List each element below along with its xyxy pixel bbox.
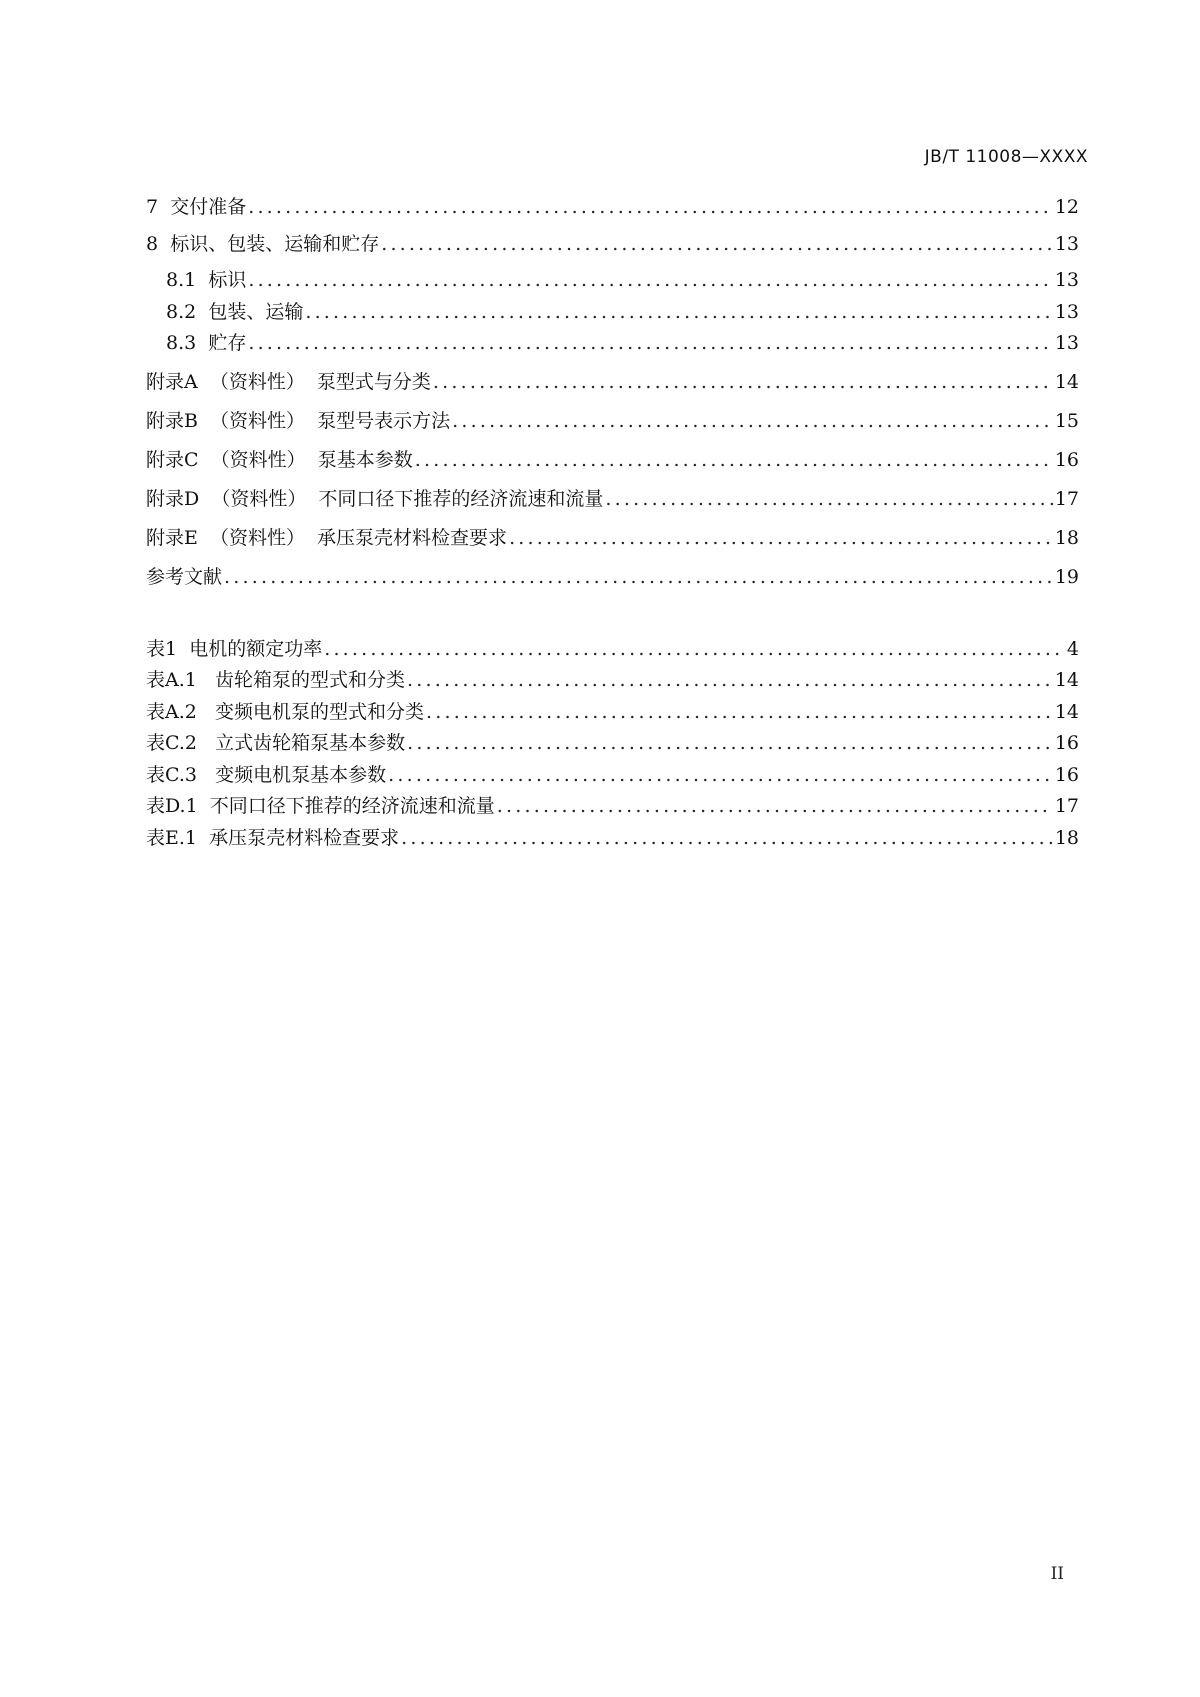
toc-entry-number: 8.3 — [166, 332, 197, 354]
toc-entry-gap — [196, 269, 208, 291]
toc-entry[interactable] — [166, 326, 1079, 354]
dot-leader — [381, 233, 1053, 255]
toc-entry-number: 参考文献 — [146, 566, 223, 588]
toc-entry-page: 17 — [1054, 488, 1079, 510]
toc-entry-gap — [196, 301, 208, 323]
table-index-number: 表E.1 — [146, 827, 197, 849]
toc-entry-page: 16 — [1054, 449, 1079, 471]
toc-entry[interactable] — [166, 295, 1079, 323]
toc-entry-page: 15 — [1054, 410, 1079, 432]
dot-leader — [497, 795, 1053, 817]
table-index-gap — [197, 701, 215, 723]
toc-entry-gap — [158, 196, 170, 218]
table-index-title: 变频电机泵的型式和分类 — [214, 701, 424, 723]
toc-entry-gap: （资料性） — [197, 410, 318, 432]
table-index-number: 表C.2 — [146, 732, 197, 754]
dot-leader — [248, 269, 1052, 291]
table-index-title: 变频电机泵基本参数 — [215, 764, 387, 786]
toc-entry-title: 泵型号表示方法 — [317, 410, 451, 432]
toc-entry-number: 7 — [146, 196, 159, 218]
dot-leader — [407, 732, 1053, 754]
table-index-gap — [177, 638, 189, 660]
toc-entry-page: 14 — [1054, 371, 1079, 393]
table-index-page: 16 — [1054, 764, 1079, 786]
table-index-entry[interactable] — [146, 758, 1079, 786]
toc-entry-gap: （资料性） — [198, 449, 318, 471]
document-code: JB/T 11008—XXXX — [924, 147, 1088, 167]
table-index-title: 不同口径下推荐的经济流速和流量 — [209, 795, 495, 817]
toc-entry-gap: （资料性） — [197, 527, 318, 549]
table-index-gap — [197, 764, 215, 786]
dot-leader — [324, 638, 1065, 660]
toc-entry-number: 附录B — [146, 410, 198, 432]
table-index-title: 电机的额定功率 — [189, 638, 323, 660]
toc-entry-page: 13 — [1054, 269, 1079, 291]
toc-entry-gap: （资料性） — [197, 371, 317, 393]
toc-entry-title: 标识、包装、运输和贮存 — [170, 233, 380, 255]
dot-leader — [401, 827, 1053, 849]
table-index-gap — [197, 669, 215, 691]
dot-leader — [248, 196, 1053, 218]
toc-entry-title: 交付准备 — [170, 196, 247, 218]
toc-entry[interactable] — [146, 404, 1079, 432]
table-index-page: 14 — [1054, 701, 1079, 723]
table-index-entry[interactable] — [146, 789, 1079, 817]
dot-leader — [305, 301, 1052, 323]
table-index-number: 表D.1 — [146, 795, 198, 817]
toc-entry-number: 附录D — [146, 488, 200, 510]
table-index-page: 16 — [1054, 732, 1079, 754]
table-index-title: 承压泵壳材料检查要求 — [209, 827, 400, 849]
table-index-entry[interactable] — [146, 632, 1079, 660]
toc-entry-number: 附录C — [146, 449, 199, 471]
toc-entry-page: 13 — [1054, 332, 1079, 354]
table-index-title: 立式齿轮箱泵基本参数 — [215, 732, 406, 754]
table-index-gap — [197, 732, 215, 754]
table-index-number: 表A.1 — [146, 669, 197, 691]
page-number: II — [1050, 1564, 1064, 1584]
dot-leader — [248, 332, 1052, 354]
toc-entry[interactable] — [146, 443, 1079, 471]
toc-entry-title: 标识 — [208, 269, 247, 291]
toc-entry[interactable] — [146, 365, 1079, 393]
toc-entry[interactable] — [146, 560, 1079, 588]
toc-entry[interactable] — [146, 521, 1079, 549]
dot-leader — [224, 566, 1053, 588]
table-index-entry[interactable] — [146, 663, 1079, 691]
table-index-number: 表1 — [146, 638, 178, 660]
toc-entry-gap: （资料性） — [199, 488, 319, 510]
table-index-entry[interactable] — [146, 821, 1079, 849]
table-index-number: 表A.2 — [146, 701, 197, 723]
table-index-number: 表C.3 — [146, 764, 197, 786]
toc-entry-page: 18 — [1054, 527, 1079, 549]
table-index-entry[interactable] — [146, 695, 1079, 723]
table-index-gap — [198, 795, 210, 817]
table-index-title: 齿轮箱泵的型式和分类 — [214, 669, 405, 691]
toc-entry-gap — [158, 233, 170, 255]
dot-leader — [415, 449, 1053, 471]
toc-entry-page: 13 — [1054, 301, 1079, 323]
table-index-page: 14 — [1054, 669, 1079, 691]
dot-leader — [433, 371, 1053, 393]
toc-entry[interactable] — [146, 190, 1079, 218]
toc-entry-page: 13 — [1054, 233, 1079, 255]
table-index-page: 4 — [1066, 638, 1079, 660]
toc-entry-title: 包装、运输 — [208, 301, 304, 323]
table-index-page: 18 — [1054, 827, 1079, 849]
toc-entry-page: 12 — [1054, 196, 1079, 218]
toc-entry[interactable] — [146, 227, 1079, 255]
toc-entry[interactable] — [146, 482, 1079, 510]
toc-entry-title: 泵型式与分类 — [316, 371, 431, 393]
toc-entry-page: 19 — [1054, 566, 1079, 588]
toc-entry-number: 8.1 — [166, 269, 197, 291]
toc-entry[interactable] — [166, 263, 1079, 291]
toc-entry-title: 泵基本参数 — [317, 449, 413, 471]
toc-entry-number: 8.2 — [166, 301, 197, 323]
toc-entry-number: 8 — [146, 233, 159, 255]
toc-entry-number: 附录A — [146, 371, 198, 393]
dot-leader — [605, 488, 1052, 510]
toc-entry-title: 贮存 — [208, 332, 247, 354]
dot-leader — [509, 527, 1053, 549]
toc-entry-title: 承压泵壳材料检查要求 — [317, 527, 508, 549]
table-index-gap — [197, 827, 209, 849]
toc-entry-number: 附录E — [146, 527, 198, 549]
toc-entry-gap — [196, 332, 208, 354]
table-index-entry[interactable] — [146, 726, 1079, 754]
dot-leader — [426, 701, 1053, 723]
table-index-page: 17 — [1054, 795, 1079, 817]
dot-leader — [452, 410, 1053, 432]
dot-leader — [388, 764, 1053, 786]
toc-entry-title: 不同口径下推荐的经济流速和流量 — [318, 488, 604, 510]
dot-leader — [407, 669, 1053, 691]
